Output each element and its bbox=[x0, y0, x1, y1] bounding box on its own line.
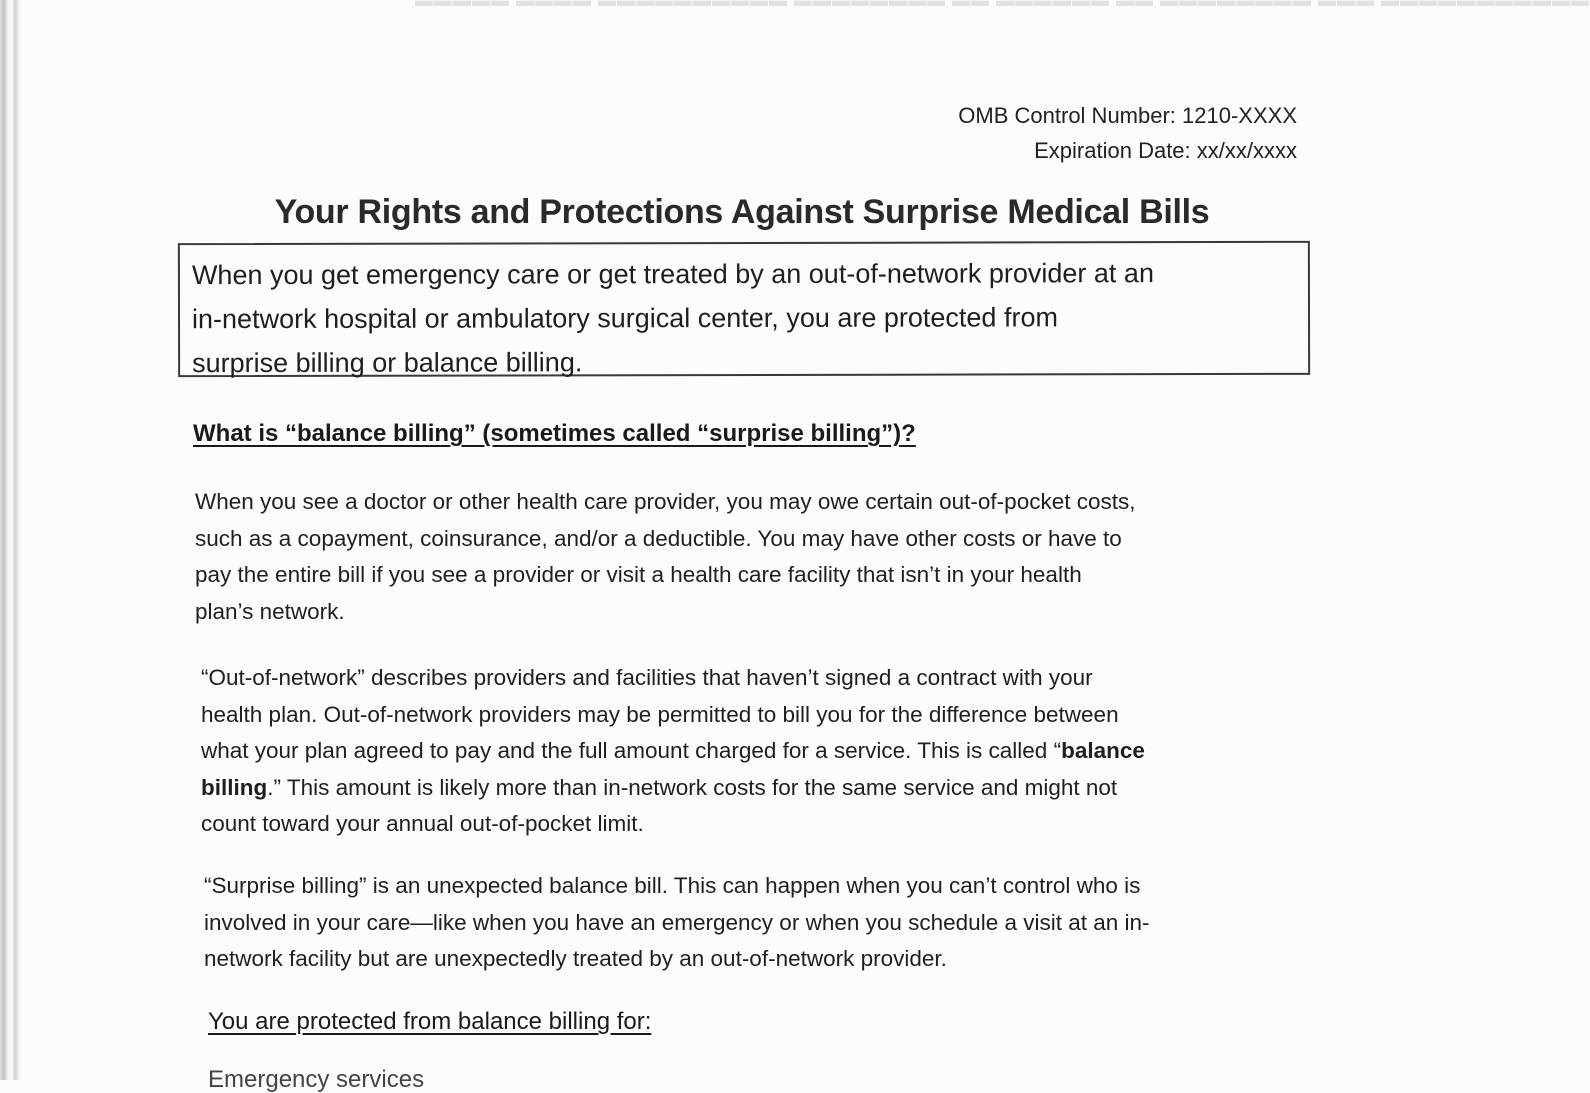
paragraph-line: count toward your annual out-of-pocket limit. bbox=[201, 811, 644, 836]
intro-line: surprise billing or balance billing. bbox=[192, 347, 583, 379]
intro-line: in-network hospital or ambulatory surgical center, you are protected from bbox=[191, 302, 1058, 335]
paragraph-line bbox=[201, 733, 1281, 770]
intro-line: When you get emergency care or get treated by an out-of-network provider at an bbox=[191, 258, 1154, 291]
cutoff-next-line: Emergency services bbox=[208, 1066, 425, 1093]
paragraph-line: such as a copayment, coinsurance, and/or a deductible. You may have other costs or have to bbox=[195, 525, 1122, 551]
paragraph-line: “Surprise billing” is an unexpected balance bill. This can happen when you can’t control who is bbox=[204, 873, 1141, 898]
paragraph-line: When you see a doctor or other health care provider, you may owe certain out-of-pocket costs, bbox=[195, 489, 1136, 514]
paragraph-surprise-billing bbox=[204, 868, 1279, 978]
paragraph-out-of-pocket-costs bbox=[195, 484, 1295, 630]
text-run: .” This amount is likely more than in-network costs for the same service and might not bbox=[267, 774, 1118, 800]
omb-info bbox=[958, 98, 1297, 168]
paragraph-line: pay the entire bill if you see a provider or visit a health care facility that isn’t in your health bbox=[195, 562, 1082, 587]
omb-control-number: OMB Control Number: 1210-XXXX bbox=[958, 103, 1297, 128]
page-title: Your Rights and Protections Against Surprise Medical Bills bbox=[274, 193, 1210, 231]
page-edge-shadow bbox=[0, 0, 22, 1080]
paragraph-line: health plan. Out-of-network providers may be permitted to bill you for the difference between bbox=[201, 701, 1119, 727]
intro-box bbox=[178, 241, 1310, 377]
bold-term-billing: billing bbox=[201, 774, 268, 800]
paragraph-out-of-network bbox=[201, 660, 1281, 843]
paragraph-line: plan’s network. bbox=[195, 598, 345, 624]
section-heading-protections: You are protected from balance billing for: bbox=[208, 1008, 652, 1035]
paragraph-line: involved in your care—like when you have an emergency or when you schedule a visit at an in- bbox=[204, 909, 1150, 935]
paragraph-line bbox=[201, 770, 1281, 807]
section-heading-balance-billing: What is “balance billing” (sometimes called “surprise billing”)? bbox=[193, 420, 916, 447]
bleed-through-text: ▬▬▬▬▬ ▬▬▬▬ ▬▬▬▬▬▬▬▬▬▬ ▬▬▬▬▬▬▬▬ ▬▬ ▬▬▬▬▬▬ ▬▬ ▬▬▬▬▬▬▬▬ ▬▬▬ ▬▬▬▬▬▬▬▬▬▬▬ bbox=[415, 0, 1590, 10]
paragraph-line: network facility but are unexpectedly treated by an out-of-network provider. bbox=[204, 946, 947, 971]
expiration-date: Expiration Date: xx/xx/xxxx bbox=[1034, 138, 1297, 163]
paragraph-line: “Out-of-network” describes providers and facilities that haven’t signed a contract with your bbox=[201, 665, 1093, 690]
bold-term-balance: balance bbox=[1061, 738, 1145, 763]
text-run: what your plan agreed to pay and the full amount charged for a service. This is called “ bbox=[201, 738, 1062, 763]
